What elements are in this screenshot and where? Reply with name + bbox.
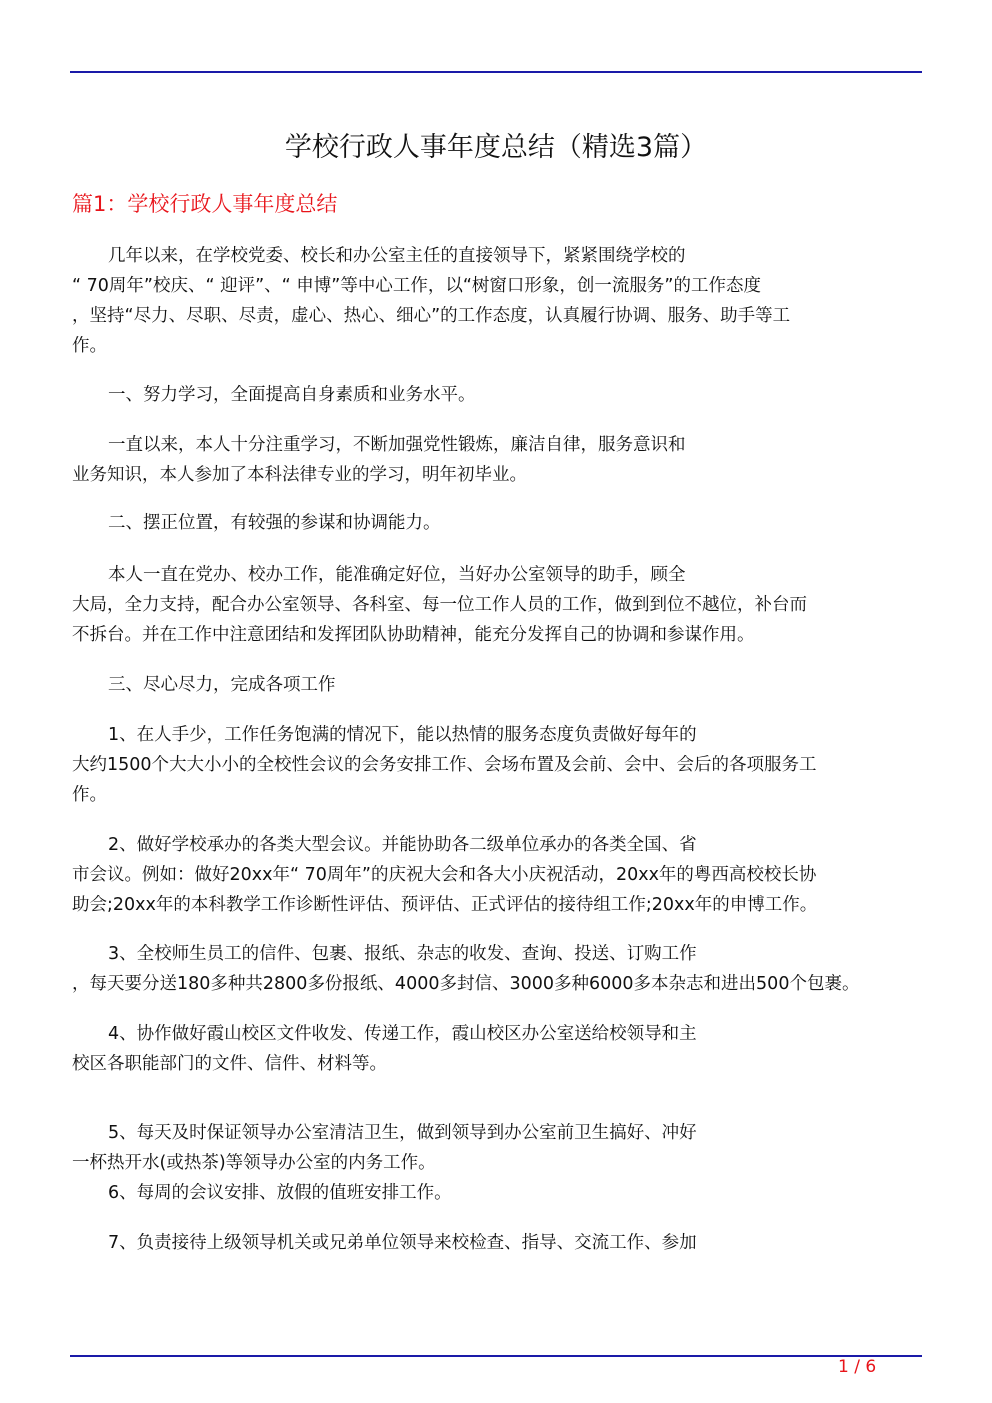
paragraph-line: 作。 xyxy=(72,785,107,805)
paragraph-line: 校区各职能部门的文件、信件、材料等。 xyxy=(72,1054,387,1074)
paragraph-line: 7、负责接待上级领导机关或兄弟单位领导来校检查、指导、交流工作、参加 xyxy=(108,1233,697,1253)
paragraph-line: 2、做好学校承办的各类大型会议。并能协助各二级单位承办的各类全国、省 xyxy=(108,835,697,855)
footer-rule xyxy=(70,1355,922,1357)
paragraph-line: 业务知识，本人参加了本科法律专业的学习，明年初毕业。 xyxy=(72,465,527,485)
paragraph-line: 6、每周的会议安排、放假的值班安排工作。 xyxy=(108,1183,452,1203)
paragraph-line: 4、协作做好霞山校区文件收发、传递工作，霞山校区办公室送给校领导和主 xyxy=(108,1024,697,1044)
paragraph-line: 不拆台。并在工作中注意团结和发挥团队协助精神，能充分发挥自己的协调和参谋作用。 xyxy=(72,625,755,645)
paragraph-line: 3、全校师生员工的信件、包裹、报纸、杂志的收发、查询、投送、订购工作 xyxy=(108,944,697,964)
paragraph-line: “ 70周年”校庆、“ 迎评”、“ 申博”等中心工作，以“树窗口形象，创一流服务”的工作态度 xyxy=(72,276,761,296)
paragraph-line: 1、在人手少，工作任务饱满的情况下，能以热情的服务态度负责做好每年的 xyxy=(108,725,697,745)
paragraph-line: 市会议。例如：做好20xx年“ 70周年”的庆祝大会和各大小庆祝活动，20xx年的粤西高校校长协 xyxy=(72,865,817,885)
paragraph-line: ，坚持“尽力、尽职、尽责，虚心、热心、细心”的工作态度，认真履行协调、服务、助手等工 xyxy=(72,306,791,326)
paragraph-line: 大局，全力支持，配合办公室领导、各科室、每一位工作人员的工作，做到到位不越位，补台而 xyxy=(72,595,807,615)
paragraph-line: 三、尽心尽力，完成各项工作 xyxy=(108,675,336,695)
paragraph-line: 一杯热开水(或热茶)等领导办公室的内务工作。 xyxy=(72,1153,436,1173)
paragraph-line: 一直以来，本人十分注重学习，不断加强党性锻炼，廉洁自律，服务意识和 xyxy=(108,435,686,455)
page-number: 1 / 6 xyxy=(838,1357,877,1377)
paragraph-line: 本人一直在党办、校办工作，能准确定好位，当好办公室领导的助手，顾全 xyxy=(108,565,686,585)
paragraph-line: 助会;20xx年的本科教学工作诊断性评估、预评估、正式评估的接待组工作;20xx年的申博工作。 xyxy=(72,895,818,915)
document-title: 学校行政人事年度总结（精选3篇） xyxy=(284,132,708,163)
paragraph-line: 大约1500个大大小小的全校性会议的会务安排工作、会场布置及会前、会中、会后的各项服务工 xyxy=(72,755,817,775)
paragraph-line: ，每天要分送180多种共2800多份报纸、4000多封信、3000多种6000多本杂志和进出500个包裹。 xyxy=(72,974,860,994)
paragraph-line: 二、摆正位置，有较强的参谋和协调能力。 xyxy=(108,513,441,533)
paragraph-line: 一、努力学习，全面提高自身素质和业务水平。 xyxy=(108,385,476,405)
paragraph-line: 作。 xyxy=(72,336,107,356)
header-rule xyxy=(70,71,922,73)
paragraph-line: 5、每天及时保证领导办公室清洁卫生，做到领导到办公室前卫生搞好、冲好 xyxy=(108,1123,697,1143)
paragraph-line: 几年以来，在学校党委、校长和办公室主任的直接领导下，紧紧围绕学校的 xyxy=(108,246,686,266)
section-heading: 篇1：学校行政人事年度总结 xyxy=(72,192,338,216)
